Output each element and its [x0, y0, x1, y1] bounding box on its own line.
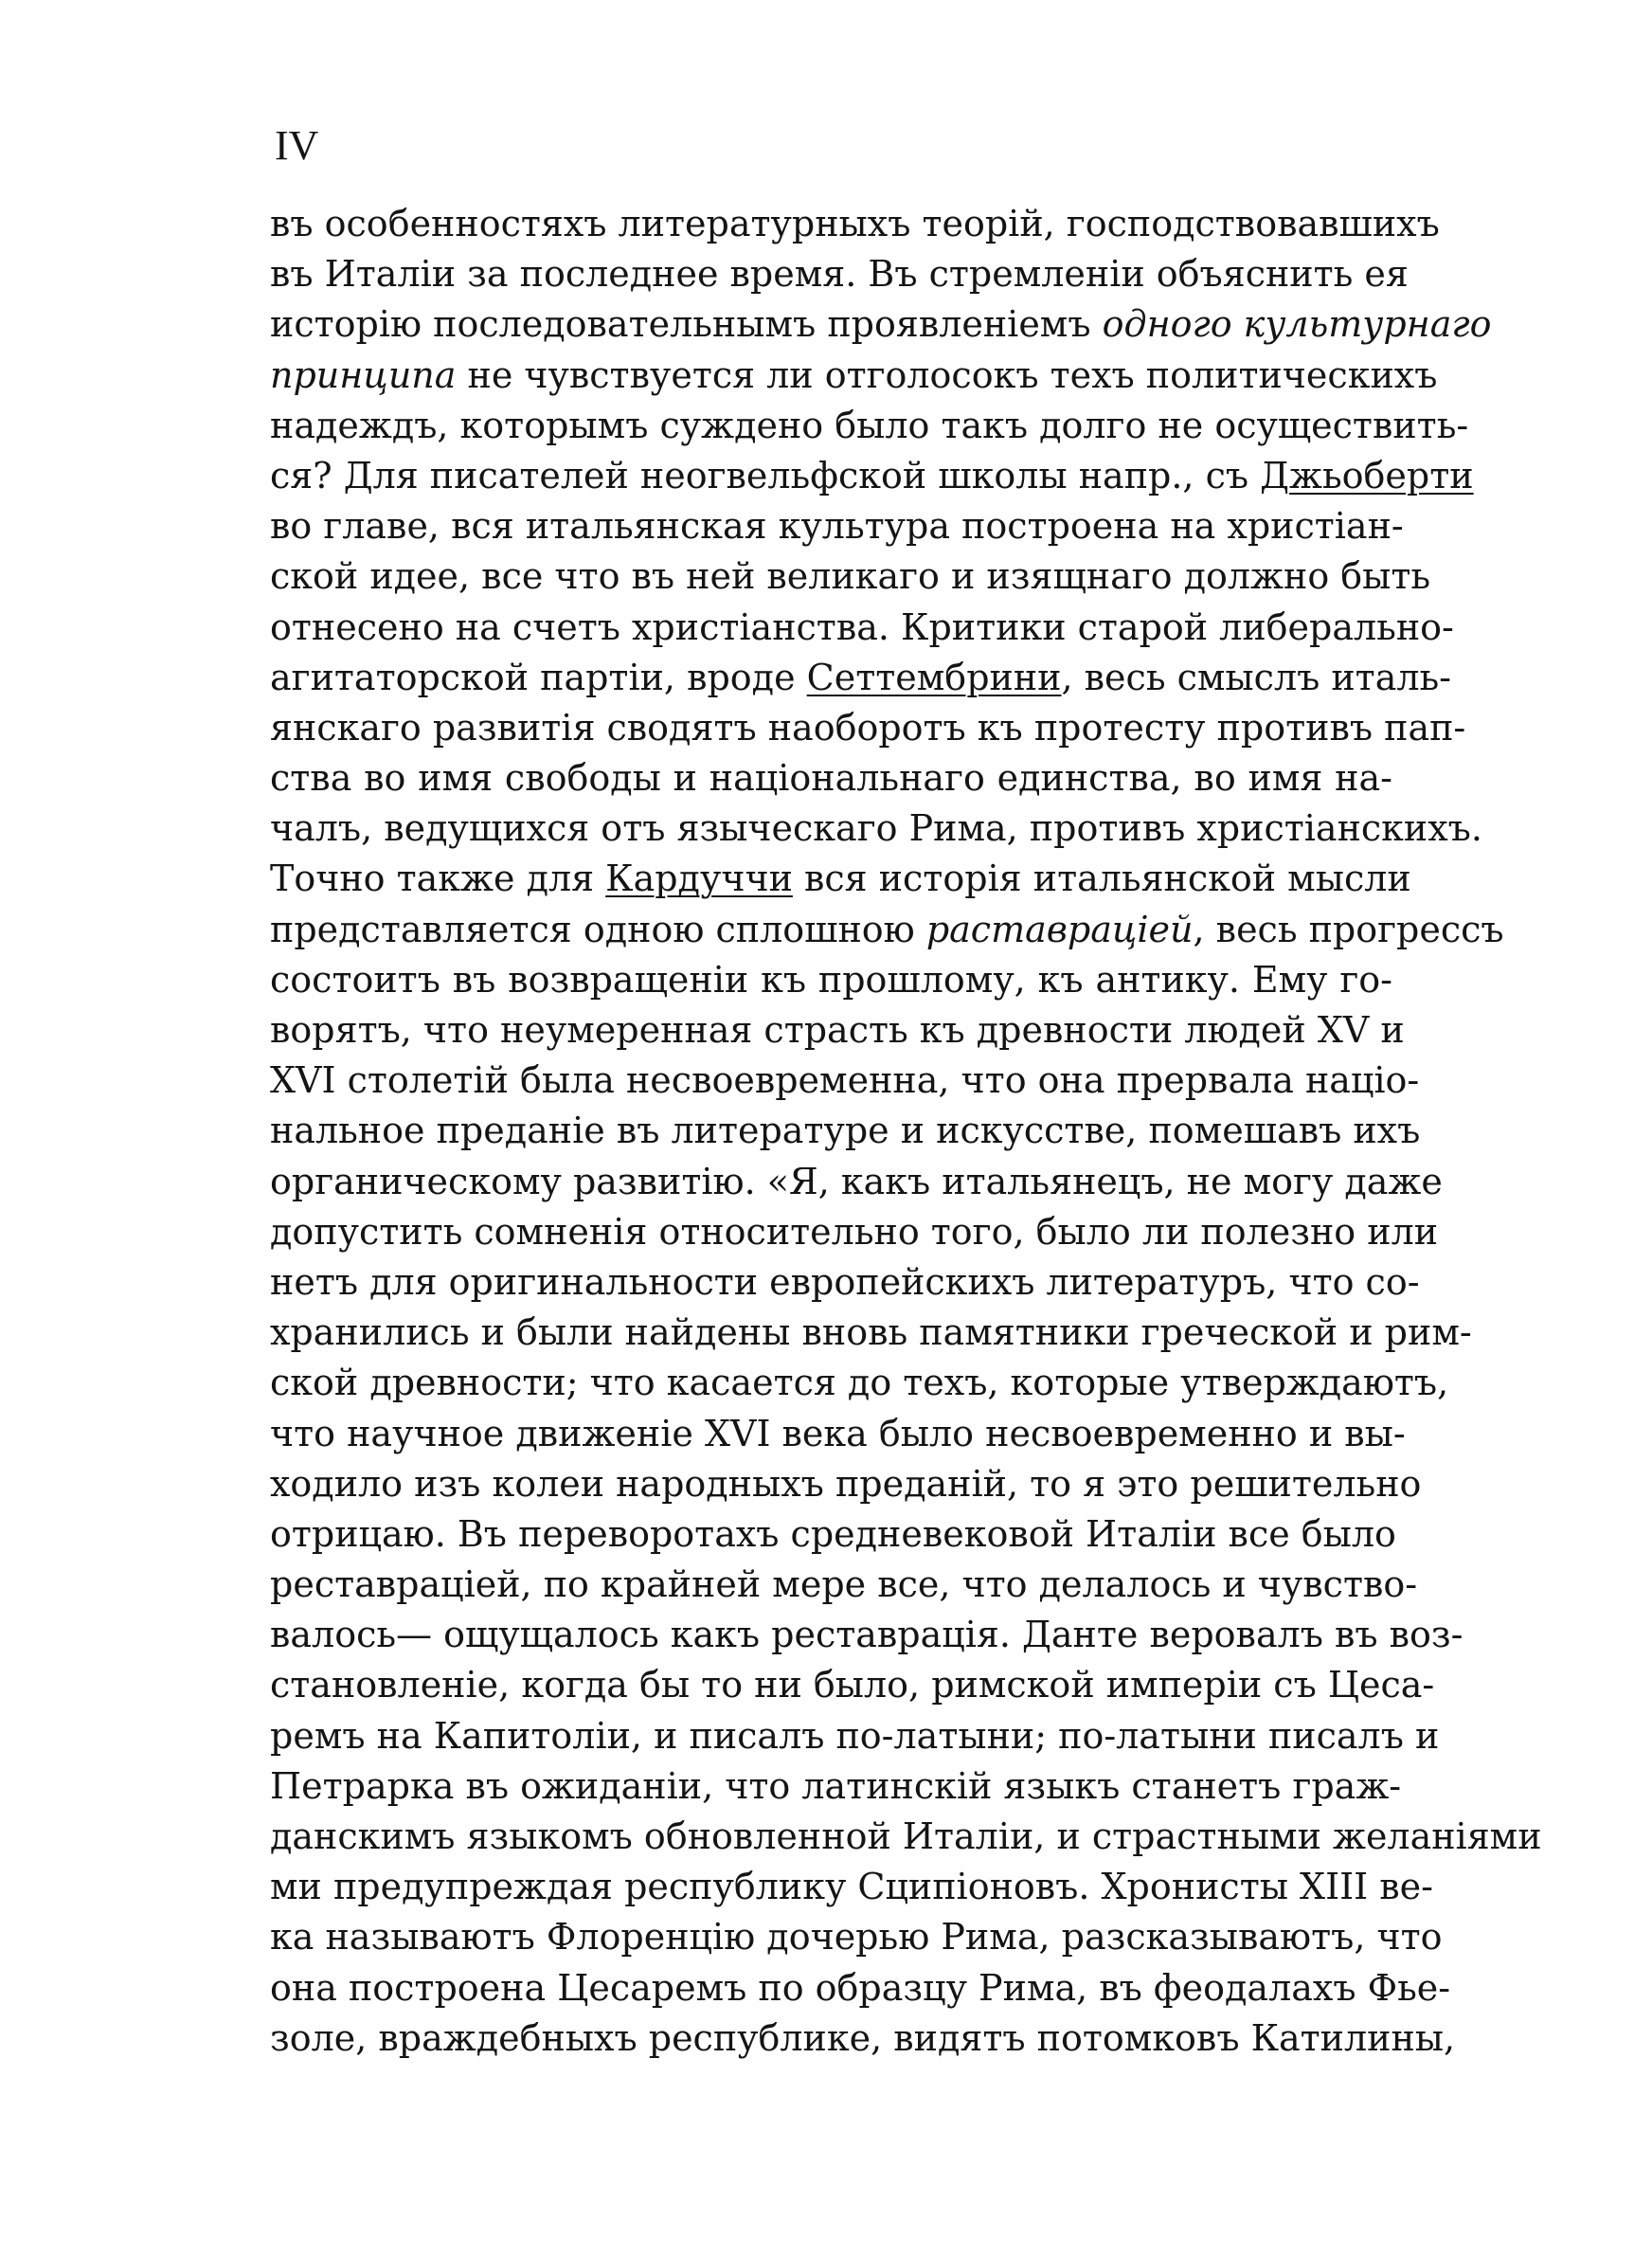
text-line — [270, 249, 1409, 299]
text-run: данскимъ языкомъ обновленной Италіи, и страстными желаніями — [270, 1815, 1542, 1857]
text-line — [270, 551, 1431, 602]
text-line — [270, 1157, 1443, 1207]
text-run: хранились и были найдены вновь памятники греческой и рим- — [270, 1311, 1472, 1354]
text-run: ремъ на Капитоліи, и писалъ по-латыни; по-латыни писалъ и — [270, 1714, 1440, 1757]
text-run: Петрарка въ ожиданіи, что латинскій языкъ станетъ граж- — [270, 1764, 1402, 1807]
text-line — [270, 854, 1411, 904]
text-line — [270, 1963, 1451, 2013]
text-run: надеждъ, которымъ суждено было такъ долго не осуществить- — [270, 404, 1469, 446]
text-run: ской древности; что касается до техъ, которые утверждаютъ, — [270, 1362, 1449, 1404]
text-line — [270, 501, 1404, 551]
text-line — [270, 351, 1438, 401]
text-run: , весь прогрессъ — [1193, 908, 1504, 950]
text-run: не чувствуется ли отголосокъ техъ политическихъ — [456, 353, 1438, 396]
text-line — [270, 1812, 1542, 1862]
text-run: XVI столетій была несвоевременна, что она прервала націо- — [270, 1059, 1420, 1102]
text-line — [270, 1005, 1405, 1056]
text-run: она построена Цесаремъ по образцу Рима, въ феодалахъ Фье- — [270, 1966, 1451, 2009]
text-line — [270, 603, 1454, 653]
text-run: ской идее, все что въ ней великаго и изящнаго должно быть — [270, 555, 1431, 598]
text-line — [270, 401, 1469, 451]
text-line — [270, 1106, 1421, 1156]
text-run: вся исторія итальянской мысли — [792, 858, 1411, 900]
text-run: представляется одною сплошною — [270, 908, 926, 950]
italic-phrase: одного культурнаго — [1102, 303, 1492, 346]
text-run: состоитъ въ возвращеніи къ прошлому, къ антику. Ему го- — [270, 958, 1392, 1001]
text-run: чалъ, ведущихся отъ языческаго Рима, противъ христіанскихъ. — [270, 807, 1482, 850]
body-text — [270, 199, 1542, 2064]
text-line — [270, 1459, 1422, 1509]
text-line — [270, 1560, 1418, 1610]
text-run: отнесено на счетъ христіанства. Критики старой либерально- — [270, 605, 1454, 648]
text-line — [270, 753, 1392, 803]
underlined-name: Кардуччи — [605, 858, 793, 900]
text-line — [270, 803, 1482, 854]
text-line — [270, 1711, 1440, 1761]
text-run: отрицаю. Въ переворотахъ средневековой Италіи все было — [270, 1512, 1396, 1555]
italic-phrase: принципа — [270, 353, 457, 396]
text-line — [270, 299, 1492, 350]
text-line — [270, 1761, 1402, 1812]
text-run: Точно также для — [270, 858, 606, 900]
text-run: допустить сомненія относительно того, было ли полезно или — [270, 1210, 1439, 1253]
text-run: исторію последовательнымъ проявленіемъ — [270, 303, 1103, 346]
page-number: IV — [275, 122, 319, 169]
text-line — [270, 1862, 1433, 1912]
text-run: въ особенностяхъ литературныхъ теорій, господствовавшихъ — [270, 203, 1440, 244]
text-run: золе, враждебныхъ республике, видятъ потомковъ Катилины, — [270, 2016, 1456, 2059]
text-run: нетъ для оригинальности европейскихъ литературъ, что со- — [270, 1260, 1420, 1303]
text-run: ся? Для писателей неогвельфской школы напр., съ — [270, 454, 1261, 497]
text-line — [270, 955, 1392, 1005]
text-line — [270, 1912, 1443, 1962]
text-line — [270, 199, 1440, 249]
text-run: реставраціей, по крайней мере все, что делалось и чувство- — [270, 1563, 1418, 1606]
text-line — [270, 1610, 1463, 1660]
text-line — [270, 451, 1474, 501]
text-run: валось— ощущалось какъ реставрація. Данте верoвалъ въ воз- — [270, 1614, 1463, 1656]
text-run: , весь смыслъ италь- — [1061, 656, 1452, 698]
text-run: ходило изъ колеи народныхъ преданій, то я это решительно — [270, 1462, 1422, 1505]
text-line — [270, 703, 1466, 753]
text-line — [270, 1660, 1435, 1710]
text-run: въ Италіи за последнее время. Въ стремленіи объяснить ея — [270, 253, 1409, 296]
text-run: янскаго развитія сводятъ наоборотъ къ протесту противъ пап- — [270, 706, 1466, 749]
text-line — [270, 1056, 1420, 1106]
text-line — [270, 653, 1452, 703]
underlined-name: Сеттембрини — [806, 656, 1062, 698]
text-run: органическому развитію. «Я, какъ итальянецъ, не могу даже — [270, 1160, 1443, 1202]
text-line — [270, 1509, 1396, 1560]
text-line — [270, 1207, 1439, 1257]
italic-phrase: раставраціей — [925, 908, 1194, 950]
text-run: нальное преданіе въ литературе и искусстве, помешавъ ихъ — [270, 1110, 1421, 1152]
text-line — [270, 1257, 1420, 1308]
text-run: агитаторской партіи, вроде — [270, 656, 807, 698]
text-run: что научное движеніе XVI века было несвоевременно и вы- — [270, 1412, 1406, 1454]
text-run: становленіе, когда бы то ни было, римской имперіи съ Цеса- — [270, 1664, 1435, 1706]
text-run: во главе, вся итальянская культура построена на христіан- — [270, 505, 1404, 548]
text-run: ворятъ, что неумеренная страсть къ древности людей XV и — [270, 1009, 1405, 1051]
text-run: ми предупреждая республику Сципіоновъ. Хронисты XIII ве- — [270, 1866, 1433, 1908]
text-line — [270, 1308, 1472, 1358]
text-line — [270, 2013, 1456, 2064]
text-line — [270, 905, 1504, 955]
text-run: ка называютъ Флоренцію дочерью Рима, разсказываютъ, что — [270, 1916, 1443, 1959]
text-line — [270, 1358, 1449, 1408]
text-line — [270, 1409, 1406, 1459]
text-run: ства во имя свободы и національнаго единства, во имя на- — [270, 757, 1392, 800]
underlined-name: Джьоберти — [1260, 454, 1474, 497]
